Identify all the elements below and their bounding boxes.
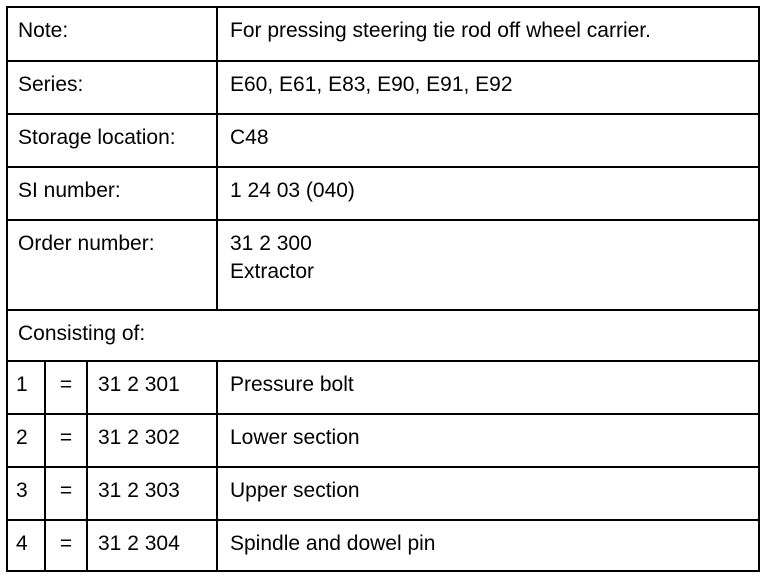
component-row	[8, 415, 758, 468]
series-label: Series:	[8, 62, 218, 113]
component-row	[8, 468, 758, 521]
component-description: Lower section	[230, 426, 360, 449]
component-part-number: 31 2 301	[88, 362, 218, 413]
consisting-of-row	[8, 311, 758, 362]
consisting-of-label: Consisting of:	[18, 322, 146, 345]
component-description: Pressure bolt	[230, 373, 354, 396]
series-row	[8, 62, 758, 115]
si-number-value: 1 24 03 (040)	[230, 179, 355, 202]
special-tool-table	[6, 6, 760, 572]
series-value: E60, E61, E83, E90, E91, E92	[230, 73, 513, 96]
si-number-row	[8, 168, 758, 221]
component-separator: =	[46, 521, 88, 570]
component-index: 4	[8, 521, 46, 570]
component-separator: =	[46, 362, 88, 413]
component-part-number: 31 2 303	[88, 468, 218, 519]
order-number-value	[218, 221, 758, 309]
storage-location-value: C48	[230, 126, 269, 149]
note-label: Note:	[8, 8, 218, 60]
component-part-number: 31 2 304	[88, 521, 218, 570]
order-number: 31 2 300	[230, 232, 312, 255]
note-value: For pressing steering tie rod off wheel carrier.	[230, 19, 651, 42]
component-row	[8, 362, 758, 415]
component-separator: =	[46, 468, 88, 519]
storage-location-row	[8, 115, 758, 168]
si-number-label: SI number:	[8, 168, 218, 219]
component-index: 3	[8, 468, 46, 519]
component-separator: =	[46, 415, 88, 466]
component-row	[8, 521, 758, 570]
component-description: Upper section	[230, 479, 360, 502]
order-tool-name: Extractor	[230, 260, 315, 283]
note-row	[8, 8, 758, 62]
order-number-label: Order number:	[8, 221, 218, 309]
component-index: 1	[8, 362, 46, 413]
component-part-number: 31 2 302	[88, 415, 218, 466]
storage-location-label: Storage location:	[8, 115, 218, 166]
order-number-row	[8, 221, 758, 311]
component-description: Spindle and dowel pin	[230, 532, 436, 555]
component-index: 2	[8, 415, 46, 466]
